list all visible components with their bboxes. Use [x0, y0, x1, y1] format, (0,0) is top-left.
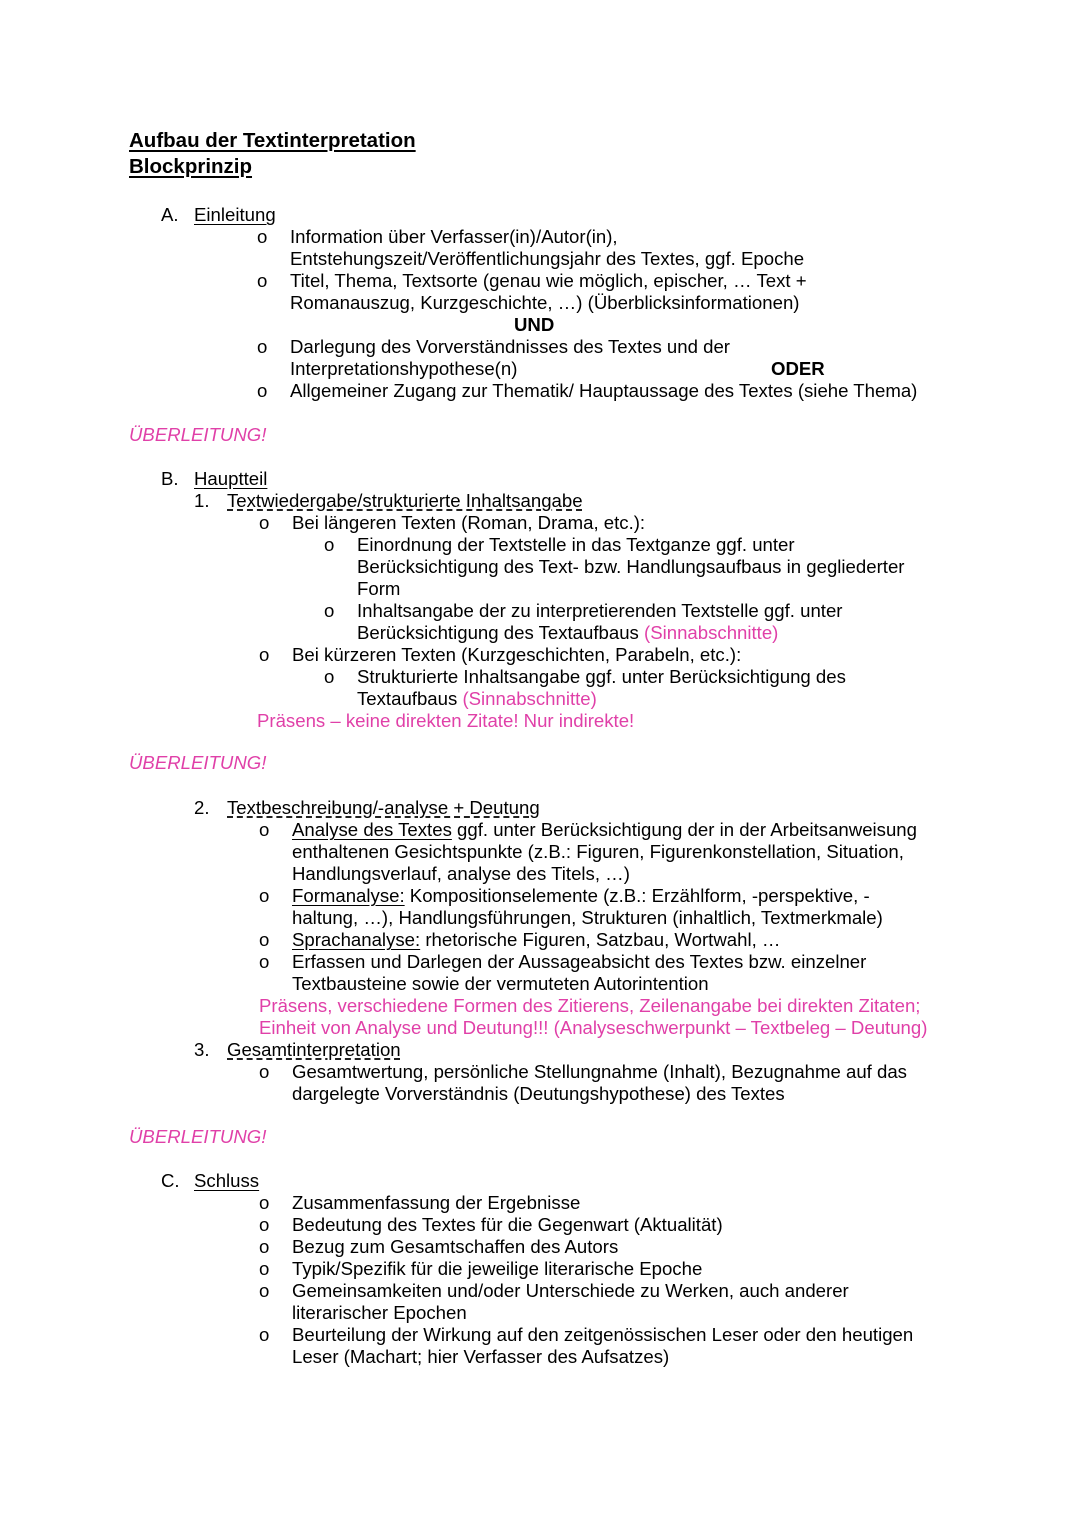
bullet-icon: o [259, 1324, 270, 1345]
bullet-icon: o [257, 336, 268, 357]
list-item: Gemeinsamkeiten und/oder Unterschiede zu Werken, auch anderer [292, 1280, 849, 1301]
bullet-icon: o [259, 1192, 270, 1213]
list-item: Gesamtwertung, persönliche Stellungnahme (Inhalt), Bezugnahme auf das [292, 1061, 907, 1082]
list-item: Erfassen und Darlegen der Aussageabsicht des Textes bzw. einzelner [292, 951, 867, 972]
praesens-note: Präsens – keine direkten Zitate! Nur indirekte! [257, 710, 635, 731]
list-item-cont: Berücksichtigung des Text- bzw. Handlungsaufbaus in gegliederter [357, 556, 905, 577]
und-label: UND [514, 314, 555, 335]
bullet-icon: o [259, 644, 270, 665]
list-item-cont: haltung, …), Handlungsführungen, Strukturen (inhaltlich, Textmerkmale) [292, 907, 883, 928]
list-item-cont [357, 688, 597, 710]
list-item-cont: Interpretationshypothese(n) [290, 358, 518, 379]
list-item-cont [357, 622, 778, 644]
bullet-icon: o [257, 226, 268, 247]
sinnabschnitte-note: (Sinnabschnitte) [462, 688, 597, 709]
list-item: Bei kürzeren Texten (Kurzgeschichten, Parabeln, etc.): [292, 644, 742, 665]
list-item-cont: enthaltenen Gesichtspunkte (z.B.: Figuren, Figurenkonstellation, Situation, [292, 841, 904, 862]
bullet-icon: o [259, 951, 270, 972]
bullet-icon: o [259, 1061, 270, 1082]
praesens-note: Präsens, verschiedene Formen des Zitierens, Zeilenangabe bei direkten Zitaten; [259, 995, 921, 1016]
section-c-heading: Schluss [194, 1170, 260, 1191]
oder-label: ODER [771, 358, 825, 379]
page-title: Aufbau der Textinterpretation [129, 129, 416, 152]
page-subtitle: Blockprinzip [129, 155, 253, 178]
list-item: Information über Verfasser(in)/Autor(in), [290, 226, 618, 247]
bullet-icon: o [259, 929, 270, 950]
list-item-text: rhetorische Figuren, Satzbau, Wortwahl, … [420, 929, 781, 950]
bullet-icon: o [324, 666, 335, 687]
list-item: Bezug zum Gesamtschaffen des Autors [292, 1236, 619, 1257]
list-item-keyword: Sprachanalyse: [292, 929, 421, 950]
bullet-icon: o [257, 380, 268, 401]
subsection-title: Textwiedergabe/strukturierte Inhaltsangabe [227, 490, 583, 511]
list-item: Strukturierte Inhaltsangabe ggf. unter Berücksichtigung des [357, 666, 846, 687]
list-item: Allgemeiner Zugang zur Thematik/ Hauptaussage des Textes (siehe Thema) [290, 380, 918, 401]
list-item-text: Textaufbaus [357, 688, 458, 709]
list-item: Inhaltsangabe der zu interpretierenden Textstelle ggf. unter [357, 600, 843, 621]
bullet-icon: o [259, 1258, 270, 1279]
subsection-title: Gesamtinterpretation [227, 1039, 401, 1060]
bullet-icon: o [259, 819, 270, 840]
transition-note: ÜBERLEITUNG! [129, 424, 267, 445]
section-a-letter: A. [161, 204, 179, 225]
list-item-cont: Textbausteine sowie der vermuteten Autorintention [292, 973, 709, 994]
list-item-keyword: Formanalyse: [292, 885, 405, 906]
list-item-keyword: Analyse des Textes [292, 819, 452, 840]
list-item-cont: Leser (Machart; hier Verfasser des Aufsatzes) [292, 1346, 670, 1367]
subsection-title: Textbeschreibung/-analyse + Deutung [227, 797, 540, 818]
section-b-letter: B. [161, 468, 179, 489]
list-item: Einordnung der Textstelle in das Textganze ggf. unter [357, 534, 795, 555]
list-item-cont: Romanauszug, Kurzgeschichte, …) (Überblicksinformationen) [290, 292, 800, 313]
subsection-number: 2. [194, 797, 210, 818]
list-item: Beurteilung der Wirkung auf den zeitgenössischen Leser oder den heutigen [292, 1324, 914, 1345]
list-item-cont: literarischer Epochen [292, 1302, 467, 1323]
transition-note: ÜBERLEITUNG! [129, 1126, 267, 1147]
section-c-letter: C. [161, 1170, 180, 1191]
bullet-icon: o [259, 512, 270, 533]
list-item [292, 819, 917, 841]
bullet-icon: o [259, 1214, 270, 1235]
bullet-icon: o [259, 1236, 270, 1257]
list-item-text: ggf. unter Berücksichtigung der in der Arbeitsanweisung [451, 819, 917, 840]
list-item-cont: Entstehungszeit/Veröffentlichungsjahr des Textes, ggf. Epoche [290, 248, 805, 269]
list-item-text: Berücksichtigung des Textaufbaus [357, 622, 639, 643]
bullet-icon: o [259, 885, 270, 906]
list-item-cont: Form [357, 578, 401, 599]
transition-note: ÜBERLEITUNG! [129, 752, 267, 773]
bullet-icon: o [257, 270, 268, 291]
section-b-heading: Hauptteil [194, 468, 268, 489]
list-item [292, 929, 781, 951]
sinnabschnitte-note: (Sinnabschnitte) [644, 622, 779, 643]
list-item: Bei längeren Texten (Roman, Drama, etc.): [292, 512, 646, 533]
bullet-icon: o [324, 600, 335, 621]
bullet-icon: o [324, 534, 335, 555]
list-item-text: Kompositionselemente (z.B.: Erzählform, -perspektive, - [404, 885, 870, 906]
list-item: Darlegung des Vorverständnisses des Textes und der [290, 336, 730, 357]
list-item-cont: Handlungsverlauf, analyse des Titels, …) [292, 863, 630, 884]
list-item [292, 885, 870, 907]
list-item: Bedeutung des Textes für die Gegenwart (Aktualität) [292, 1214, 723, 1235]
subsection-number: 3. [194, 1039, 210, 1060]
list-item: Titel, Thema, Textsorte (genau wie möglich, epischer, … Text + [290, 270, 807, 291]
bullet-icon: o [259, 1280, 270, 1301]
list-item: Typik/Spezifik für die jeweilige literarische Epoche [292, 1258, 703, 1279]
section-a-heading: Einleitung [194, 204, 276, 225]
list-item-cont: dargelegte Vorverständnis (Deutungshypothese) des Textes [292, 1083, 785, 1104]
einheit-note: Einheit von Analyse und Deutung!!! (Analyseschwerpunkt – Textbeleg – Deutung) [259, 1017, 928, 1038]
list-item: Zusammenfassung der Ergebnisse [292, 1192, 581, 1213]
subsection-number: 1. [194, 490, 210, 511]
